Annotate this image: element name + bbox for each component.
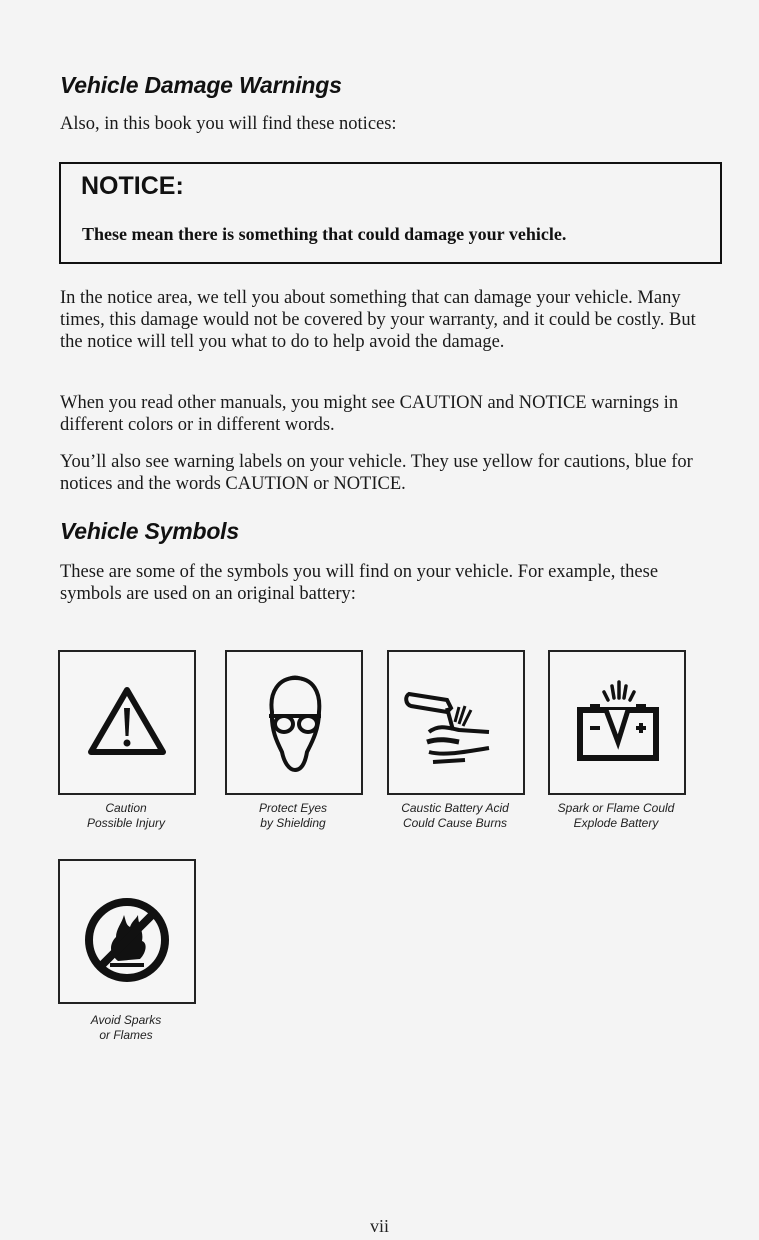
notice-title: NOTICE: [81, 172, 184, 200]
symbol-caption-no-flames: Avoid Sparks or Flames [90, 1013, 162, 1042]
damage-intro: Also, in this book you will find these notices: [60, 114, 397, 134]
symbol-battery-spark [548, 650, 686, 795]
symbol-caption-caustic-acid: Caustic Battery Acid Could Cause Burns [401, 801, 509, 830]
caution-triangle-icon [60, 652, 194, 793]
section-heading-damage-warnings: Vehicle Damage Warnings [60, 72, 342, 98]
symbol-caution [58, 650, 196, 795]
symbol-caustic-acid [387, 650, 525, 795]
notice-text: These mean there is something that could damage your vehicle. [82, 224, 567, 244]
section-heading-vehicle-symbols: Vehicle Symbols [60, 518, 239, 544]
page-number: vii [369, 1216, 389, 1236]
protect-eyes-icon [227, 652, 361, 793]
damage-paragraph-3: You’ll also see warning labels on your vehicle. They use yellow for cautions, blue for notices and the words CAUTION or NOTICE. [60, 452, 693, 494]
symbols-intro: These are some of the symbols you will find on your vehicle. For example, these symbols are used on an original battery: [60, 562, 659, 604]
symbol-caption-protect-eyes: Protect Eyes by Shielding [258, 801, 328, 830]
battery-spark-icon [550, 652, 684, 793]
symbol-protect-eyes [225, 650, 363, 795]
damage-paragraph-2: When you read other manuals, you might see CAUTION and NOTICE warnings in different colors or in different words. [60, 393, 679, 435]
symbol-caption-caution: Caution Possible Injury [86, 801, 166, 830]
symbol-caption-battery-spark: Spark or Flame Could Explode Battery [557, 801, 675, 830]
no-flames-icon [60, 861, 194, 1002]
notice-box [59, 162, 722, 264]
caustic-acid-icon [389, 652, 523, 793]
symbol-no-flames [58, 859, 196, 1004]
damage-paragraph-1: In the notice area, we tell you about something that can damage your vehicle. Many times, this damage would not be covered by your warranty, and it could be costly. But the notice will tell you what to do to help avoid the damage. [60, 288, 696, 352]
